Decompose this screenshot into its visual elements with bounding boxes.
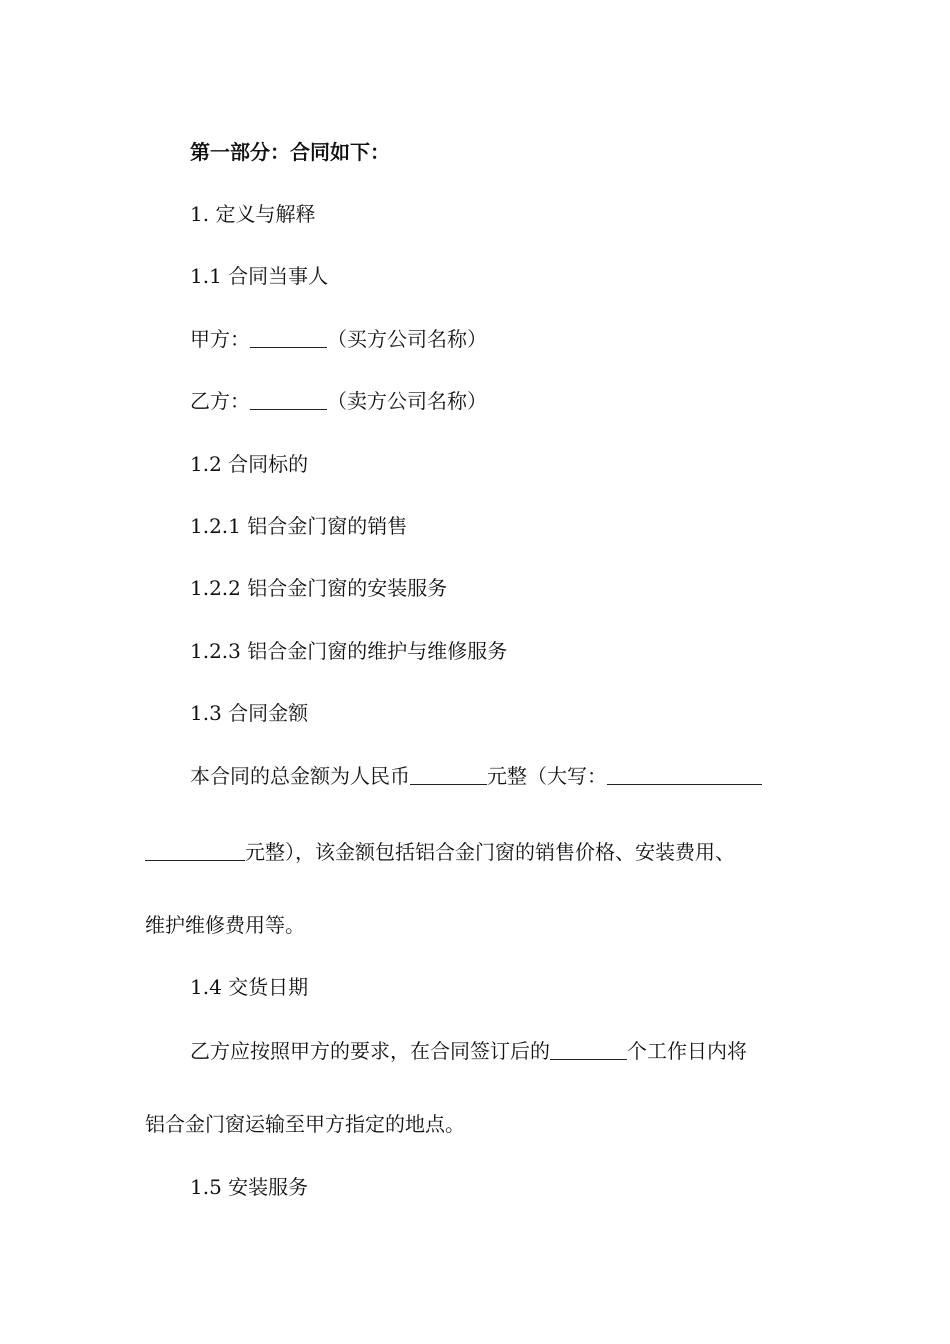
- section-1-2-3: 1.2.3 铝合金门窗的维护与维修服务: [190, 639, 508, 663]
- section-1-5-heading: 1.5 安装服务: [190, 1175, 309, 1199]
- party-b-line: [190, 387, 487, 415]
- party-b-blank: [250, 389, 327, 410]
- party-a-note: （买方公司名称）: [327, 327, 487, 351]
- amount-words-blank-1: [607, 764, 762, 785]
- party-a-line: [190, 325, 487, 353]
- section-1-2-heading: 1.2 合同标的: [190, 452, 309, 476]
- amount-words-blank-2: [145, 840, 245, 861]
- party-a-blank: [250, 327, 327, 348]
- delivery-line-1: [190, 1037, 747, 1065]
- amount-text-3: 元整），该金额包括铝合金门窗的销售价格、安装费用、: [245, 840, 735, 864]
- section-1-heading: 1. 定义与解释: [190, 202, 316, 226]
- section-1-2-1: 1.2.1 铝合金门窗的销售: [190, 514, 408, 538]
- section-1-3-heading: 1.3 合同金额: [190, 701, 309, 725]
- amount-text-1: 本合同的总金额为人民币: [190, 764, 410, 788]
- part-heading: 第一部分：合同如下：: [190, 140, 390, 164]
- amount-line-3: 维护维修费用等。: [145, 913, 305, 937]
- delivery-line-2: 铝合金门窗运输至甲方指定的地点。: [145, 1112, 465, 1136]
- amount-number-blank: [410, 764, 487, 785]
- amount-line-2: [145, 838, 735, 866]
- amount-text-2: 元整（大写：: [487, 764, 607, 788]
- party-a-label: 甲方：: [190, 327, 250, 351]
- section-1-2-2: 1.2.2 铝合金门窗的安装服务: [190, 576, 448, 600]
- delivery-days-blank: [550, 1039, 627, 1060]
- amount-line-1: [190, 762, 762, 790]
- delivery-text-2: 个工作日内将: [627, 1039, 747, 1063]
- delivery-text-1: 乙方应按照甲方的要求，在合同签订后的: [190, 1039, 550, 1063]
- section-1-1-heading: 1.1 合同当事人: [190, 264, 329, 288]
- party-b-label: 乙方：: [190, 389, 250, 413]
- party-b-note: （卖方公司名称）: [327, 389, 487, 413]
- section-1-4-heading: 1.4 交货日期: [190, 975, 309, 999]
